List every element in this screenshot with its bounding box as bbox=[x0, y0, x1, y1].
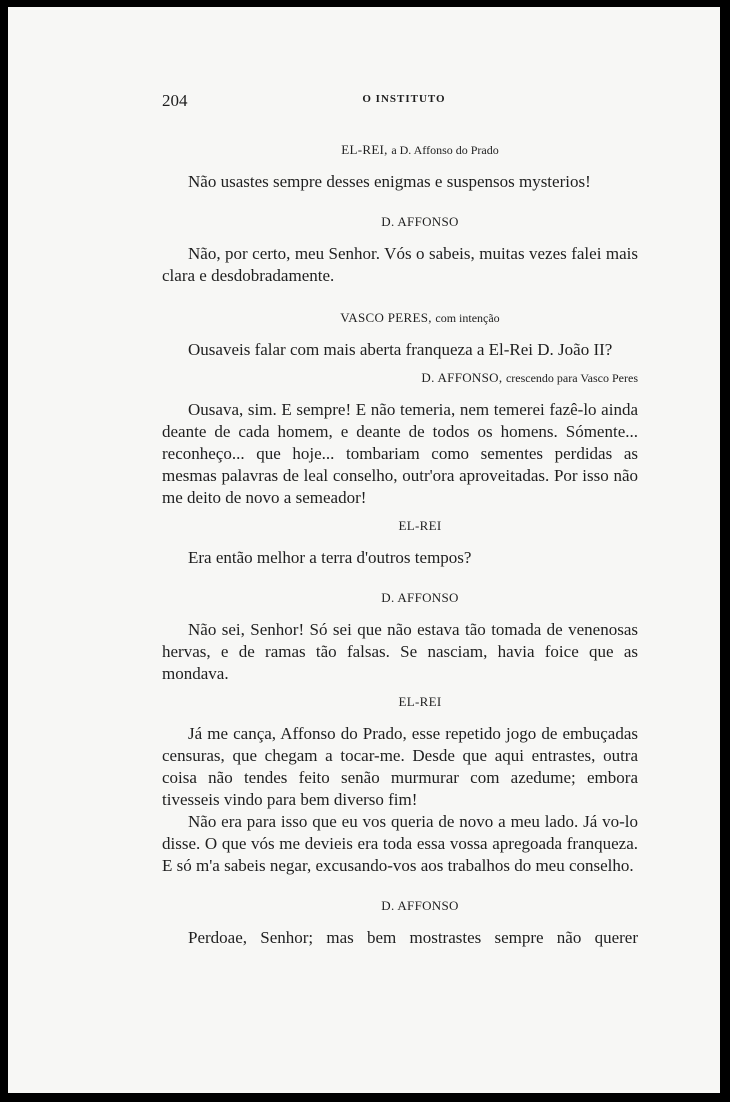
speaker-label: D. AFFONSO, crescendo para Vasco Peres bbox=[421, 370, 638, 385]
speech-paragraph: Não sei, Senhor! Só sei que não estava tão tomada de venenosas hervas, e de ramas tão falsas. Se nasciam, havia foice que as mondava. bbox=[162, 620, 638, 683]
speech-paragraph: Ousaveis falar com mais aberta franqueza a El-Rei D. João II? bbox=[188, 340, 613, 359]
speaker-label: D. AFFONSO bbox=[381, 898, 459, 913]
running-title: O INSTITUTO bbox=[362, 93, 446, 105]
speech-paragraph: Já me cança, Affonso do Prado, esse repetido jogo de embuçadas censuras, que chegam a tocar-me. Desde que aqui entrastes, outra coisa não tendes feito senão murmurar com azedume; embora tivesseis vindo para bem diverso fim! bbox=[162, 724, 638, 809]
speech-paragraph: Não usastes sempre desses enigmas e suspensos mysterios! bbox=[188, 172, 591, 191]
page-header bbox=[162, 91, 646, 115]
speech-paragraph: Perdoae, Senhor; mas bem mostrastes sempre não querer bbox=[188, 928, 638, 947]
stage-direction: crescendo para Vasco Peres bbox=[505, 371, 638, 385]
speech-paragraph: Ousava, sim. E sempre! E não temeria, nem temerei fazê-lo ainda deante de cada homem, e deante de todos os homens. Sómente... reconheço... que hoje... tombariam como sementes perdidas as mesmas palavras de leal conselho, outr'ora aproveitadas. Por isso não me deito de novo a semeador! bbox=[162, 400, 638, 507]
stage-direction: com intenção bbox=[435, 311, 500, 325]
page-number: 204 bbox=[162, 91, 188, 110]
speech-paragraph: Não era para isso que eu vos queria de novo a meu lado. Já vo-lo disse. O que vós me devieis era toda essa vossa apregoada franqueza. E só m'a sabeis negar, excusando-vos aos trabalhos do meu conselho. bbox=[162, 812, 638, 875]
speaker-label: EL-REI bbox=[398, 694, 442, 709]
text-body bbox=[162, 139, 638, 949]
speaker-label: D. AFFONSO bbox=[381, 214, 459, 229]
speech-paragraph: Era então melhor a terra d'outros tempos? bbox=[188, 548, 472, 567]
speaker-label: VASCO PERES, com intenção bbox=[340, 310, 500, 325]
speaker-label: EL-REI bbox=[398, 518, 442, 533]
page bbox=[8, 7, 720, 1093]
speech-paragraph: Não, por certo, meu Senhor. Vós o sabeis, muitas vezes falei mais clara e desdobradamente. bbox=[162, 244, 638, 285]
speaker-label: D. AFFONSO bbox=[381, 590, 459, 605]
speaker-label: EL-REI, a D. Affonso do Prado bbox=[341, 142, 499, 157]
stage-direction: a D. Affonso do Prado bbox=[391, 143, 499, 157]
